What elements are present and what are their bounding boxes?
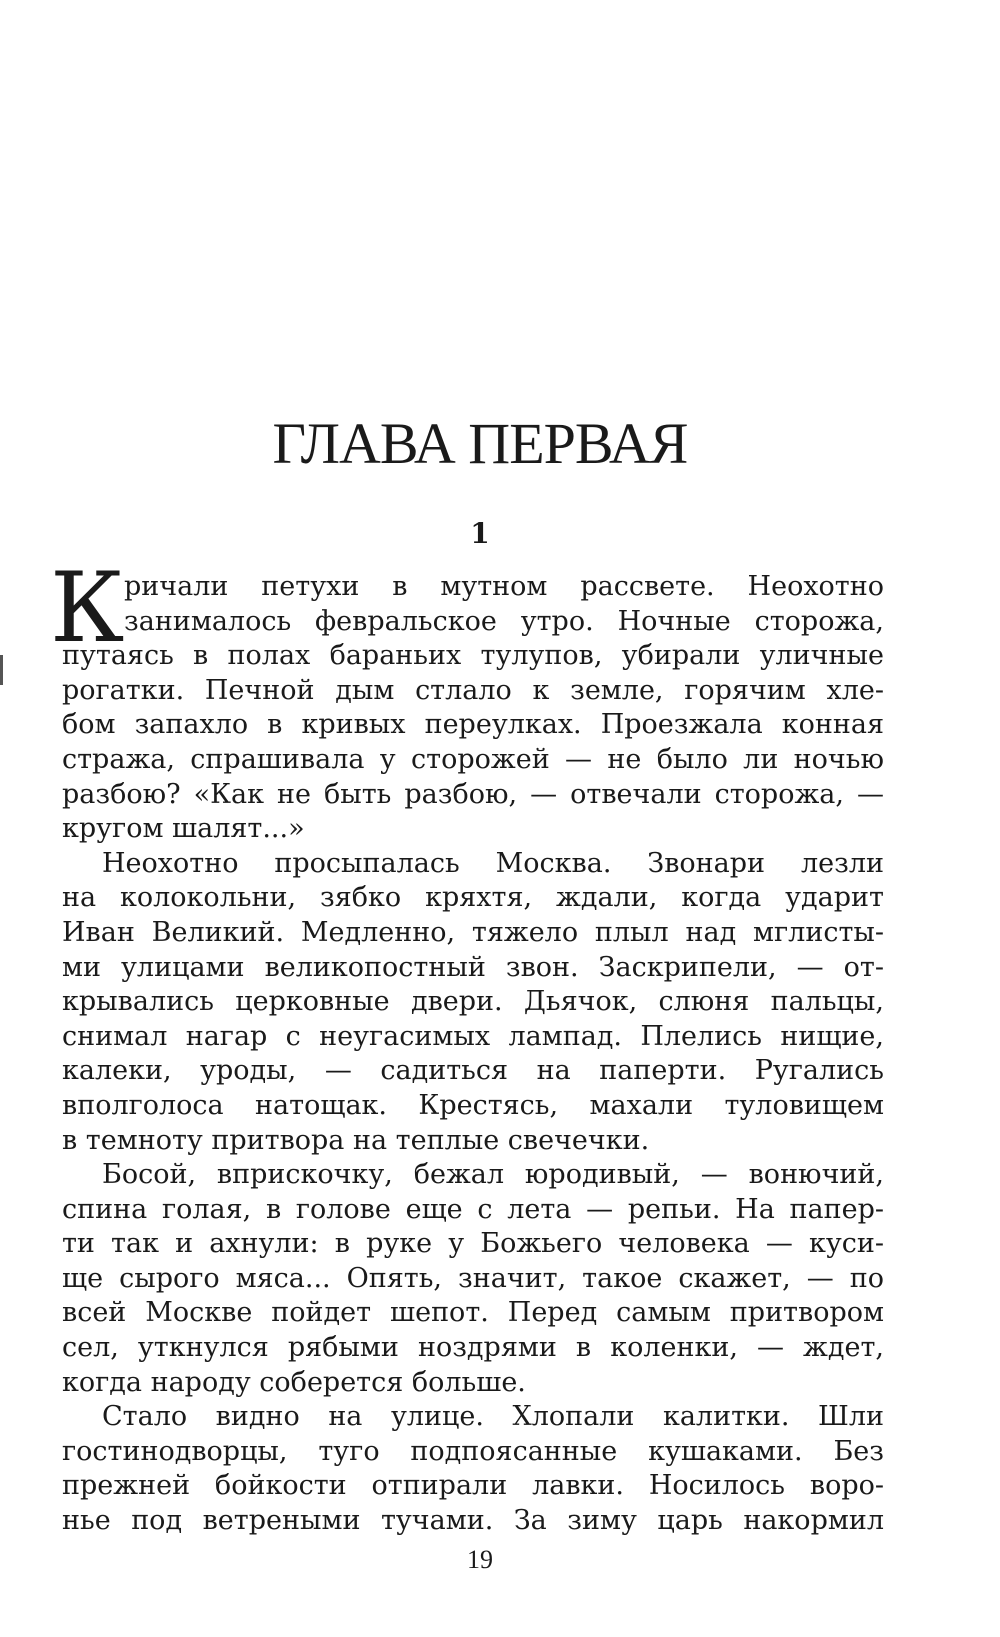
paragraph-2 (62, 847, 884, 1158)
text-line: ти так и ахнули: в руке у Божьего человека — куси- (62, 1228, 884, 1260)
text-line: путаясь в полах бараньих тулупов, убирали уличные (62, 640, 884, 672)
page-number: 19 (467, 1545, 493, 1574)
text-line: Стало видно на улице. Хлопали калитки. Шли (102, 1401, 884, 1433)
text-line: спина голая, в голове еще с лета — репьи. На папер- (62, 1193, 884, 1225)
paragraph-3 (62, 1158, 884, 1400)
text-line: в темноту притвора на теплые свечечки. (62, 1124, 650, 1156)
paragraph-1 (50, 552, 884, 847)
chapter-title: ГЛАВА ПЕРВАЯ (272, 411, 688, 476)
text-line: сел, уткнулся рябыми ноздрями в коленки, — ждет, (62, 1332, 884, 1364)
text-line: вполголоса натощак. Крестясь, махали туловищем (62, 1089, 884, 1121)
text-line: нье под ветреными тучами. За зиму царь накормил (62, 1505, 884, 1537)
text-line: прежней бойкости отпирали лавки. Носилось воро- (62, 1470, 884, 1502)
body-text (50, 552, 884, 1539)
text-line: занималось февральское утро. Ночные сторожа, (124, 605, 884, 637)
text-line: разбою? «Как не быть разбою, — отвечали сторожа, — (62, 778, 884, 810)
text-line: стража, спрашивала у сторожей — не было ли ночью (62, 743, 884, 775)
text-line: гостинодворцы, туго подпоясанные кушаками. Без (62, 1435, 884, 1467)
text-line: на колокольни, зябко кряхтя, ждали, когда ударит (62, 882, 884, 914)
scan-edge-mark (0, 655, 3, 685)
text-line: бом запахло в кривых переулках. Проезжала конная (62, 709, 884, 741)
text-line: Неохотно просыпалась Москва. Звонари лезли (102, 847, 884, 879)
text-line: рогатки. Печной дым стлало к земле, горячим хле- (62, 674, 884, 706)
text-line: ричали петухи в мутном рассвете. Неохотно (124, 571, 884, 602)
text-line: всей Москве пойдет шепот. Перед самым притвором (62, 1297, 884, 1329)
text-line: Босой, вприскочку, бежал юродивый, — вонючий, (102, 1159, 884, 1191)
text-line: калеки, уроды, — садиться на паперти. Ругались (62, 1055, 884, 1087)
paragraph-4 (62, 1400, 884, 1538)
drop-cap: К (50, 552, 125, 664)
text-line: когда народу соберется больше. (62, 1366, 526, 1398)
text-line: ще сырого мяса... Опять, значит, такое скажет, — по (62, 1262, 884, 1294)
section-number: 1 (470, 517, 490, 550)
text-line: ми улицами великопостный звон. Заскрипели, — от- (62, 951, 884, 983)
text-line: кругом шалят...» (62, 813, 305, 845)
text-line: крывались церковные двери. Дьячок, слюня пальцы, (62, 986, 884, 1018)
text-line: снимал нагар с неугасимых лампад. Плелись нищие, (62, 1020, 884, 1052)
text-line: Иван Великий. Медленно, тяжело плыл над мглисты- (62, 916, 884, 948)
